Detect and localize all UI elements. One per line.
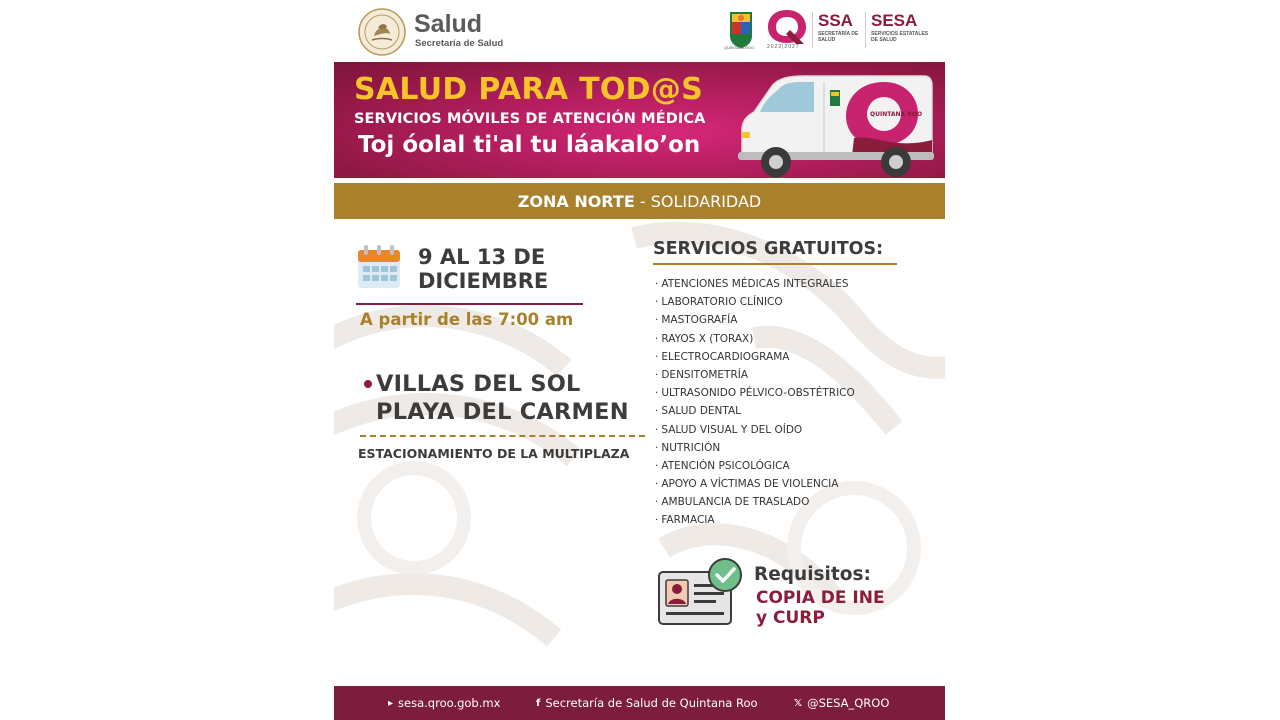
services-list — [655, 276, 855, 531]
requirements-line2: y CURP — [756, 608, 825, 628]
footer-website-text: sesa.qroo.gob.mx — [398, 696, 501, 710]
zone-separator: - — [634, 191, 651, 211]
sesa-title: SESA — [871, 11, 918, 30]
event-date — [418, 245, 548, 293]
event-date-line2: DICIEMBRE — [418, 269, 549, 293]
requirements-line1: COPIA DE INE — [756, 588, 885, 608]
banner-subtitle: SERVICIOS MÓVILES DE ATENCIÓN MÉDICA — [354, 111, 706, 127]
footer-website[interactable] — [388, 686, 500, 720]
header — [334, 0, 945, 62]
event-time: A partir de las 7:00 am — [360, 310, 574, 329]
divider — [865, 12, 866, 48]
event-location — [376, 370, 629, 426]
list-item: · ELECTROCARDIOGRAMA — [655, 350, 790, 363]
zone-bar — [334, 183, 945, 219]
event-location-detail: ESTACIONAMIENTO DE LA MULTIPLAZA — [358, 446, 630, 461]
footer-facebook[interactable] — [536, 686, 758, 720]
id-card-check-icon — [656, 556, 746, 628]
brand-title: Salud — [414, 10, 483, 38]
zone-title — [518, 192, 761, 211]
sesa-subtitle: SERVICIOS ESTATALES DE SALUD — [871, 31, 929, 43]
list-item: · RAYOS X (TORAX) — [655, 332, 754, 345]
divider — [356, 303, 583, 305]
divider — [653, 263, 897, 265]
banner-title: SALUD PARA TOD@S — [354, 72, 704, 107]
hero-banner — [334, 62, 945, 178]
mexico-seal-icon — [358, 8, 406, 56]
zone-municipality: SOLIDARIDAD — [650, 191, 762, 211]
list-item: · LABORATORIO CLÍNICO — [655, 296, 783, 309]
requirements-title: Requisitos: — [754, 564, 871, 585]
footer-x-text: @SESA_QROO — [807, 696, 890, 710]
list-item: · ATENCIONES MÉDICAS INTEGRALES — [655, 278, 849, 290]
list-item: · APOYO A VÍCTIMAS DE VIOLENCIA — [655, 478, 839, 491]
location-bullet — [364, 380, 372, 388]
van-logo-text: QUINTANA ROO — [870, 111, 923, 118]
ssa-title: SSA — [818, 11, 853, 30]
services-title: SERVICIOS GRATUITOS: — [653, 239, 884, 259]
ssa-subtitle: SECRETARÍA DE SALUD — [818, 31, 859, 43]
cursor-arrow-icon: ▸ — [388, 697, 394, 709]
q-logo-years: 2022|2027 — [767, 44, 800, 50]
divider — [812, 12, 813, 48]
list-item: · DENSITOMETRÍA — [655, 368, 749, 381]
list-item: · ATENCIÓN PSICOLÓGICA — [655, 459, 790, 472]
facebook-icon: f — [536, 697, 541, 709]
footer-x[interactable] — [794, 686, 889, 720]
list-item: · ULTRASONIDO PÉLVICO-OBSTÉTRICO — [655, 387, 855, 400]
footer-facebook-text: Secretaría de Salud de Quintana Roo — [545, 696, 758, 710]
list-item: · SALUD DENTAL — [655, 405, 742, 418]
zone-region: ZONA NORTE — [517, 191, 635, 211]
list-item: · AMBULANCIA DE TRASLADO — [655, 496, 810, 509]
event-location-line2: PLAYA DEL CARMEN — [376, 399, 629, 425]
event-date-line1: 9 AL 13 DE — [418, 245, 546, 269]
quintana-roo-label: QUINTANA ROO — [724, 45, 755, 50]
q-logo-icon — [766, 8, 808, 46]
quintana-roo-shield-icon — [728, 10, 754, 50]
requirements-body — [756, 588, 885, 628]
divider — [360, 435, 645, 437]
brand-subtitle: Secretaría de Salud — [415, 38, 504, 49]
list-item: · SALUD VISUAL Y DEL OÍDO — [655, 423, 803, 436]
footer — [334, 686, 945, 720]
ambulance-van-icon — [734, 68, 936, 178]
list-item: · MASTOGRAFÍA — [655, 314, 738, 327]
list-item: · FARMACIA — [655, 514, 715, 527]
banner-maya-text: Toj óolal ti'al tu láakalo’on — [358, 132, 701, 158]
list-item: · NUTRICIÓN — [655, 441, 721, 454]
calendar-icon — [356, 244, 402, 290]
x-logo-icon: 𝕏 — [794, 697, 803, 709]
event-location-line1: VILLAS DEL SOL — [376, 371, 581, 397]
poster — [334, 0, 945, 720]
